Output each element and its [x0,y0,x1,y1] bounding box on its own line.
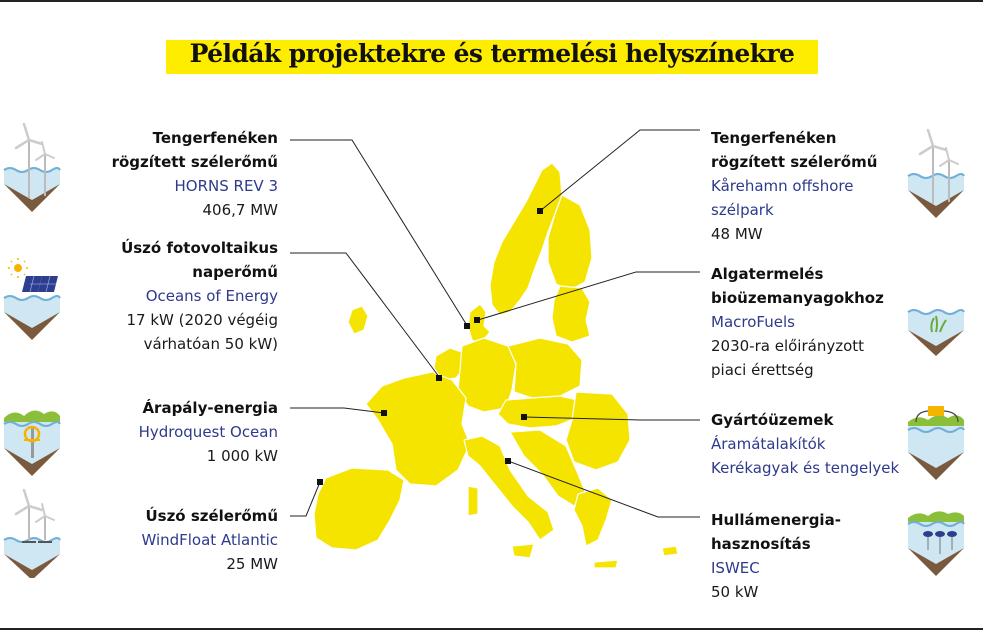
marker-hydroquest [381,410,387,416]
leader-iswec [508,461,700,517]
marker-manufacturing [521,414,527,420]
leader-manufacturing [524,417,700,420]
leader-hydroquest [290,408,384,413]
marker-iswec [505,458,511,464]
wave-energy-icon [906,504,966,594]
algae-icon [906,280,966,370]
project-manufacturing: Gyártóüzemek Áramátalakítók Kerékagyak és tengelyek [711,411,900,477]
leader-karehamn [540,130,700,211]
floating-solar-icon [2,254,62,344]
project-horns-rev: Tengerfenéken rögzített szélerőmű HORNS REV 3 406,7 MW [111,129,278,219]
marker-windfloat [317,479,323,485]
fixed-offshore-wind-icon [2,122,62,212]
tidal-energy-icon [2,390,62,480]
marker-oceans-of-energy [436,375,442,381]
manufacturing-icon [906,396,966,486]
marker-horns-rev [464,323,470,329]
leader-windfloat [290,482,320,516]
fixed-offshore-wind-icon [906,128,966,218]
marker-karehamn [537,208,543,214]
leader-oceans-of-energy [290,253,440,378]
leader-horns-rev [290,140,468,327]
project-windfloat: Úszó szélerőmű WindFloat Atlantic 25 MW [141,507,278,573]
project-karehamn: Tengerfenéken rögzített szélerőmű Kårehamn offshore szélpark 48 MW [711,129,878,243]
project-hydroquest: Árapály-energia Hydroquest Ocean 1 000 kW [138,399,278,465]
marker-macrofuels [474,317,480,323]
floating-wind-icon [2,488,62,578]
project-iswec: Hullámenergia- hasznosítás ISWEC 50 kW [711,511,841,601]
bottom-border [0,628,983,630]
project-oceans-of-energy: Úszó fotovoltaikus naperőmű Oceans of Energy 17 kW (2020 végéig várhatóan 50 kW) [121,239,278,353]
leader-macrofuels [478,272,700,320]
project-macrofuels: Algatermelés bioüzemanyagokhoz MacroFuels 2030-ra előirányzott piaci érettség [711,265,884,379]
page-title: Példák projektekre és termelési helyszínekre [189,39,795,68]
